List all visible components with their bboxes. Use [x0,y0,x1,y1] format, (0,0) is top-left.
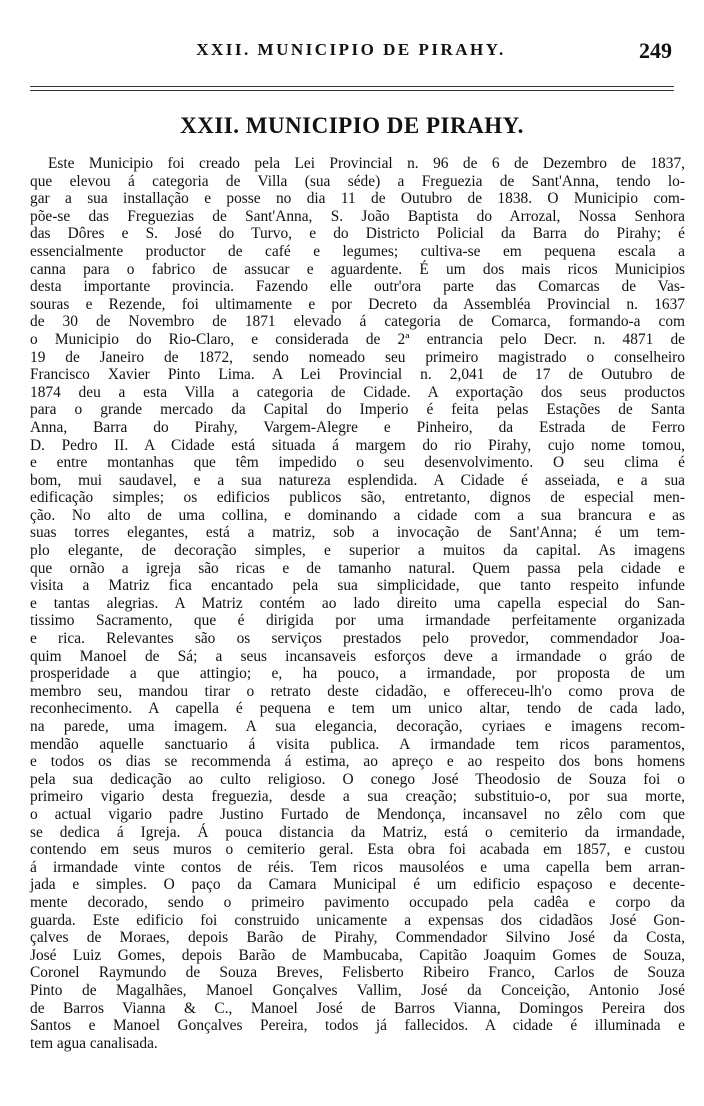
text-line: José Luiz Gomes, depois Barão de Mambucaba, Capitão Joaquim Gomes de Souza, [30,946,685,964]
text-line: plo elegante, de decoração simples, e superior a muitos da capital. As imagens [30,542,685,560]
text-line: canna para o fabrico de assucar e aguardente. É um dos mais ricos Municipios [30,260,685,278]
text-line: 1874 deu a esta Villa a categoria de Cidade. A exportação dos seus productos [30,383,685,401]
text-line: á irmandade vinte contos de réis. Tem ricos mausoléos e uma capella bem arran- [30,858,685,876]
text-line: e tantas alegrias. A Matriz contém ao lado direito uma capella especial do San- [30,594,685,612]
text-line: que elevou á categoria de Villa (sua séde) a Freguezia de Sant'Anna, tendo lo- [30,172,685,190]
text-line: souras e Rezende, foi ultimamente e por Decreto da Assembléa Provincial n. 1637 [30,295,685,313]
text-line: de Barros Vianna & C., Manoel José de Barros Vianna, Domingos Pereira dos [30,999,685,1017]
text-line: Coronel Raymundo de Souza Breves, Felisberto Ribeiro Franco, Carlos de Souza [30,964,685,982]
page-number: 249 [639,38,672,63]
text-line: Santos e Manoel Gonçalves Pereira, todos já fallecidos. A cidade é illuminada e [30,1017,685,1035]
text-line: na parede, uma imagem. A sua elegancia, decoração, cyriaes e imagens recom- [30,718,685,735]
text-line: bom, mui saudavel, e a sua natureza esplendida. A Cidade é asseiada, e a sua [30,471,685,489]
text-line: mendão aquelle sanctuario á visita publica. A irmandade tem ricos paramentos, [30,735,685,753]
section-title: XXII. MUNICIPIO DE PIRAHY. [180,113,524,138]
text-line: ção. No alto de uma collina, e dominando a cidade com a sua brancura e as [30,506,685,524]
text-line: reconhecimento. A capella é pequena e tem um unico altar, tendo de cada lado, [30,700,685,718]
text-line: jada e simples. O paço da Camara Municipal é um edificio espaçoso e decente- [30,876,685,894]
text-line: e entre montanhas que têm impedido o seu desenvolvimento. O seu clima é [30,454,685,472]
text-line: Pinto de Magalhães, Manoel Gonçalves Vallim, José da Conceição, Antonio José [30,981,685,999]
text-line: Francisco Xavier Pinto Lima. A Lei Provincial n. 2,041 de 17 de Outubro de [30,366,685,384]
text-line: o Municipio do Rio-Claro, e considerada de 2ª entrancia pelo Decr. n. 4871 de [30,330,685,348]
text-line: çalves de Moraes, depois Barão de Pirahy, Commendador Silvino José da Costa, [30,929,685,947]
text-line: das Dôres e S. José do Turvo, e do Districto Policial da Barra do Pirahy; é [30,225,685,243]
header-rule [30,86,674,91]
text-line: que ornão a igreja são ricas e de tamanho natural. Quem passa pela cidade e [30,559,685,577]
text-line: quim Manoel de Sá; a seus incansaveis esforços deve a irmandade o gráo de [30,647,685,665]
text-line: para o grande mercado da Capital do Imperio é feita pelas Estações de Santa [30,401,685,419]
text-line: o actual vigario padre Justino Furtado de Mendonça, incansavel no zêlo com que [30,805,685,823]
text-line: membro seu, mandou tirar o retrato deste cidadão, e offereceu-lh'o como prova de [30,682,685,700]
text-line: e todos os dias se recommenda á estima, ao apreço e ao respeito dos bons homens [30,753,685,771]
text-line: põe-se das Freguezias de Sant'Anna, S. João Baptista do Arrozal, Nossa Senhora [30,207,685,225]
page-header [30,38,672,68]
running-title: XXII. MUNICIPIO DE PIRAHY. [196,40,506,59]
text-line: 19 de Janeiro de 1872, sendo nomeado seu primeiro magistrado o conselheiro [30,348,685,366]
text-line: edificação simples; os edificios publicos são, entretanto, dignos de especial men- [30,489,685,507]
text-line: suas torres elegantes, está a matriz, sob a invocação de Sant'Anna; é um tem- [30,524,685,542]
text-line: de 30 de Novembro de 1871 elevado á categoria de Comarca, formando-a com [30,313,685,331]
text-line: mente decorado, sendo o primeiro pavimento occupado pela cadêa e corpo da [30,893,685,911]
text-line: gar a sua installação e posse no dia 11 de Outubro de 1838. O Municipio com- [30,190,685,208]
text-line: primeiro vigario desta freguezia, desde a sua creação; substituio-o, por sua morte, [30,788,685,806]
text-line: contendo em seus muros o cemiterio geral. Esta obra foi acabada em 1857, e custou [30,841,685,859]
text-line: pela sua dedicação ao culto religioso. O conego José Theodosio de Souza foi o [30,770,685,788]
text-line: desta importante provincia. Fazendo elle outr'ora parte das Comarcas de Vas- [30,278,685,296]
body-text [30,155,685,1052]
text-line: e rica. Relevantes são os serviços prestados pelo provedor, commendador Joa- [30,630,685,648]
text-line: visita a Matriz fica encantado pela sua simplicidade, que tanto respeito infunde [30,577,685,595]
text-line: tissimo Sacramento, que é dirigida por uma irmandade perfeitamente organizada [30,612,685,630]
text-line: prosperidade a que attingio; e, ha pouco, a irmandade, por proposta de um [30,665,685,683]
text-line: tem agua canalisada. [30,1034,158,1052]
text-line: D. Pedro II. A Cidade está situada á margem do rio Pirahy, cujo nome tomou, [30,436,685,454]
text-line: essencialmente productor de café e legumes; cultiva-se em pequena escala a [30,242,685,260]
text-line: Anna, Barra do Pirahy, Vargem-Alegre e Pinheiro, da Estrada de Ferro [30,418,685,436]
text-line: se dedica á Igreja. Á pouca distancia da Matriz, está o cemiterio da irmandade, [30,823,685,841]
text-line: Este Municipio foi creado pela Lei Provincial n. 96 de 6 de Dezembro de 1837, [48,155,685,172]
text-line: guarda. Este edificio foi construido unicamente a expensas dos cidadãos José Gon- [30,911,685,929]
